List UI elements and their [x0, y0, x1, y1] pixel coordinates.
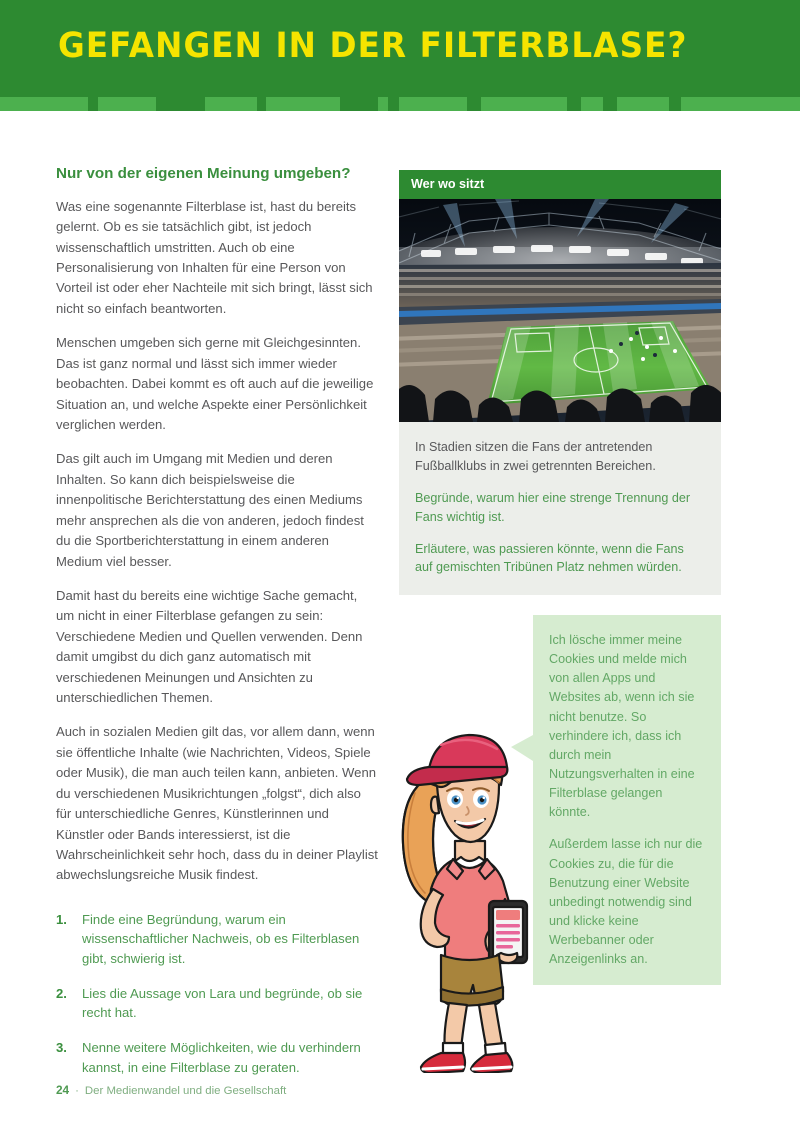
body-paragraph: Menschen umgeben sich gerne mit Gleichgesinnten. Das ist ganz normal und lässt sich immer wieder beobachten. Dabei kommt es oft auch auf die jeweilige Situation an, und welche Aspekte einer Persönlichkeit verglichen werden.: [56, 335, 374, 432]
task-list: [56, 910, 378, 1077]
task-text: Lies die Aussage von Lara und begründe, ob sie recht hat.: [82, 985, 363, 1021]
caption-task: Begründe, warum hier eine strenge Trennung der Fans wichtig ist.: [415, 490, 691, 524]
character-illustration-lara: [393, 723, 543, 1073]
task-item: [56, 910, 378, 969]
task-number: 2.: [56, 985, 67, 1001]
page-title: GEFANGEN IN DER FILTERBLASE?: [58, 26, 688, 66]
stadium-photo-illustration: [399, 199, 721, 422]
stadium-photo: [399, 199, 721, 422]
footer-chapter-title: Der Medienwandel und die Gesellschaft: [84, 1085, 287, 1097]
page-footer: [56, 1083, 286, 1097]
photo-card: [399, 170, 721, 595]
photo-caption-box: [399, 422, 721, 595]
task-number: 1.: [56, 911, 67, 927]
task-item: [56, 984, 378, 1023]
photo-card-header: Wer wo sitzt: [399, 170, 721, 199]
body-paragraph: Auch in sozialen Medien gilt das, vor allem dann, wenn sie öffentliche Inhalte (wie Nachrichten, Videos, Spiele oder Musik), die man auch teilen kann, anbieten. Wenn du verschiedenen Musikrichtungen „folgst“, dich also für unterschiedliche Genres, Künstlerinnen und Künstler oder Bands interessierst, ist die Wahrscheinlichkeit sehr hoch, dass du in deiner Playlist abwechslungsreiche Musik findest.: [56, 724, 378, 883]
footer-separator: ·: [75, 1085, 79, 1097]
caption-task: Erläutere, was passieren könnte, wenn die Fans auf gemischten Tribünen Platz nehmen würden.: [415, 541, 684, 575]
caption-intro-text: In Stadien sitzen die Fans der antretenden Fußballklubs in zwei getrennten Bereichen.: [415, 440, 656, 473]
body-paragraph: Was eine sogenannte Filterblase ist, hast du bereits gelernt. Ob es sie tatsächlich gibt, ist jedoch wissenschaftlich umstritten. Auch ob eine Personalisierung von Inhalten für eine Person von Vorteil ist oder eher Nachteile mit sich bringt, lässt sich nicht so einfach beantworten.: [56, 198, 373, 316]
decorative-dash-strip: [0, 97, 800, 111]
task-text: Finde eine Begründung, warum ein wissenschaftlicher Nachweis, ob es Filterblasen gibt, schwierig ist.: [82, 911, 360, 967]
main-text-column: [56, 164, 378, 1092]
task-number: 3.: [56, 1040, 67, 1056]
speech-bubble: [533, 615, 721, 985]
footer-page-number: 24: [56, 1083, 70, 1097]
task-item: [56, 1038, 378, 1077]
speech-bubble-paragraph: Außerdem lasse ich nur die Cookies zu, die für die Benutzung einer Website unbedingt notwendig sind und klicke keine Werbebanner oder Anzeigenlinks an.: [549, 837, 703, 967]
body-paragraph: Damit hast du bereits eine wichtige Sache gemacht, um nicht in einer Filterblase gefangen zu sein: Verschiedene Medien und Quellen verwenden. Denn damit umgibst du dich ganz automatisch mit verschiedenen Meinungen und Ansichten zu unterschiedlichen Themen.: [56, 587, 363, 706]
body-paragraph: Das gilt auch im Umgang mit Medien und deren Inhalten. So kann dich beispielsweise die innenpolitische Berichterstattung des einen Mediums mehr ansprechen als die von anderen, jedoch findest du die Sportberichterstattung in einem anderen Medium viel besser.: [56, 451, 364, 569]
speech-bubble-paragraph: Ich lösche immer meine Cookies und melde mich von allen Apps und Websites ab, wenn ich sie nicht benutze. So verhindere ich, dass ich durch mein Nutzungsverhalten in eine Filterblase gelangen könnte.: [549, 633, 695, 820]
lara-figure: [393, 723, 543, 1073]
task-text: Nenne weitere Möglichkeiten, wie du verhindern kannst, in eine Filterblase zu geraten.: [82, 1040, 361, 1075]
side-column: [399, 170, 721, 967]
page-header-banner: [0, 0, 800, 97]
section-heading: Nur von der eigenen Meinung umgeben?: [56, 165, 351, 182]
